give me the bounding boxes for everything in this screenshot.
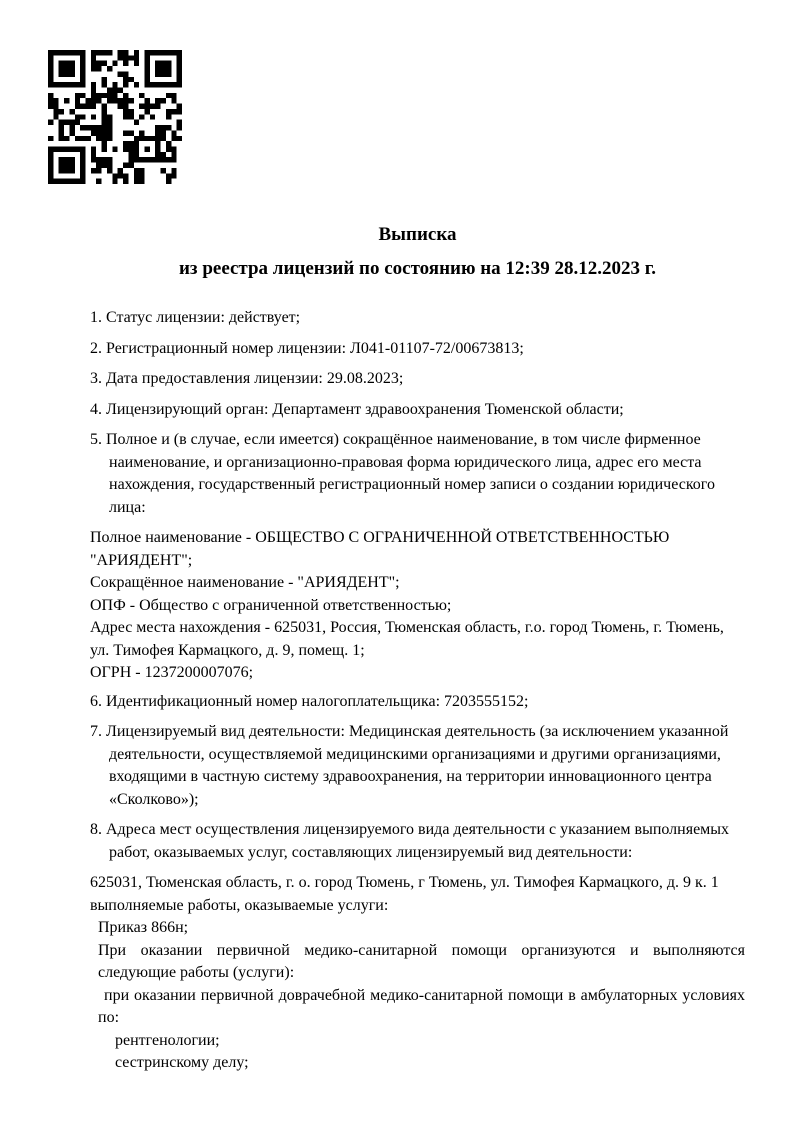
org-short-name: Сокращённое наименование - "АРИЯДЕНТ";: [90, 574, 400, 591]
item-inn: 6. Идентификационный номер налогоплательщика: 7203555152;: [90, 692, 529, 710]
works-header: выполняемые работы, оказываемые услуги:: [90, 896, 389, 914]
item-licensing-authority: 4. Лицензирующий орган: Департамент здравоохранения Тюменской области;: [90, 400, 624, 418]
organization-block: [90, 527, 745, 685]
activity-address: 625031, Тюменская область, г. о. город Тюмень, г Тюмень, ул. Тимофея Кармацкого, д. 9 к. 1: [90, 874, 719, 891]
org-ogrn: ОГРН - 1237200007076;: [90, 664, 254, 681]
org-legal-form: ОПФ - Общество с ограниченной ответственностью;: [90, 596, 452, 614]
primary-care-paragraph: При оказании первичной медико-санитарной помощи организуются и выполняются следующие работы (услуги):: [98, 941, 745, 981]
item-activity-type: 7. Лицензируемый вид деятельности: Медицинская деятельность (за исключением указанной деятельности, осуществляемой медицинскими организациями и другими организациями, входящими в частную систему здравоохранения, на территории инновационного центра «Сколково»);: [90, 723, 729, 808]
pre-doctor-care-paragraph: при оказании первичной доврачебной медико-санитарной помощи в амбулаторных условиях по:: [98, 986, 745, 1026]
service-item: сестринскому делу;: [115, 1054, 249, 1071]
document-subtitle: из реестра лицензий по состоянию на 12:39 28.12.2023 г.: [178, 258, 656, 279]
item-registration-number: 2. Регистрационный номер лицензии: Л041-01107-72/00673813;: [90, 339, 524, 357]
item-activity-addresses-heading: 8. Адреса мест осуществления лицензируемого вида деятельности с указанием выполняемых работ, оказываемых услуг, составляющих лицензируемый вид деятельности:: [90, 821, 730, 861]
item-grant-date: 3. Дата предоставления лицензии: 29.08.2023;: [90, 370, 404, 387]
org-address: Адрес места нахождения - 625031, Россия, Тюменская область, г.о. город Тюмень, г. Тюмень, ул. Тимофея Кармацкого, д. 9, помещ. 1;: [90, 619, 724, 659]
item-org-info-heading: 5. Полное и (в случае, если имеется) сокращённое наименование, в том числе фирменное наименование, и организационно-правовая форма юридического лица, адрес его места нахождения, государственный регистрационный номер записи о создании юридического лица:: [90, 431, 715, 516]
service-item: рентгенологии;: [115, 1031, 220, 1049]
qr-code-icon: [48, 50, 182, 184]
document-body: [90, 222, 745, 1075]
activity-address-block: [90, 872, 745, 1075]
order-866n: Приказ 866н;: [98, 919, 189, 936]
org-full-name: Полное наименование - ОБЩЕСТВО С ОГРАНИЧЕННОЙ ОТВЕТСТВЕННОСТЬЮ "АРИЯДЕНТ";: [90, 529, 670, 569]
item-license-status: 1. Статус лицензии: действует;: [90, 309, 301, 326]
document-title: Выписка: [378, 224, 457, 245]
